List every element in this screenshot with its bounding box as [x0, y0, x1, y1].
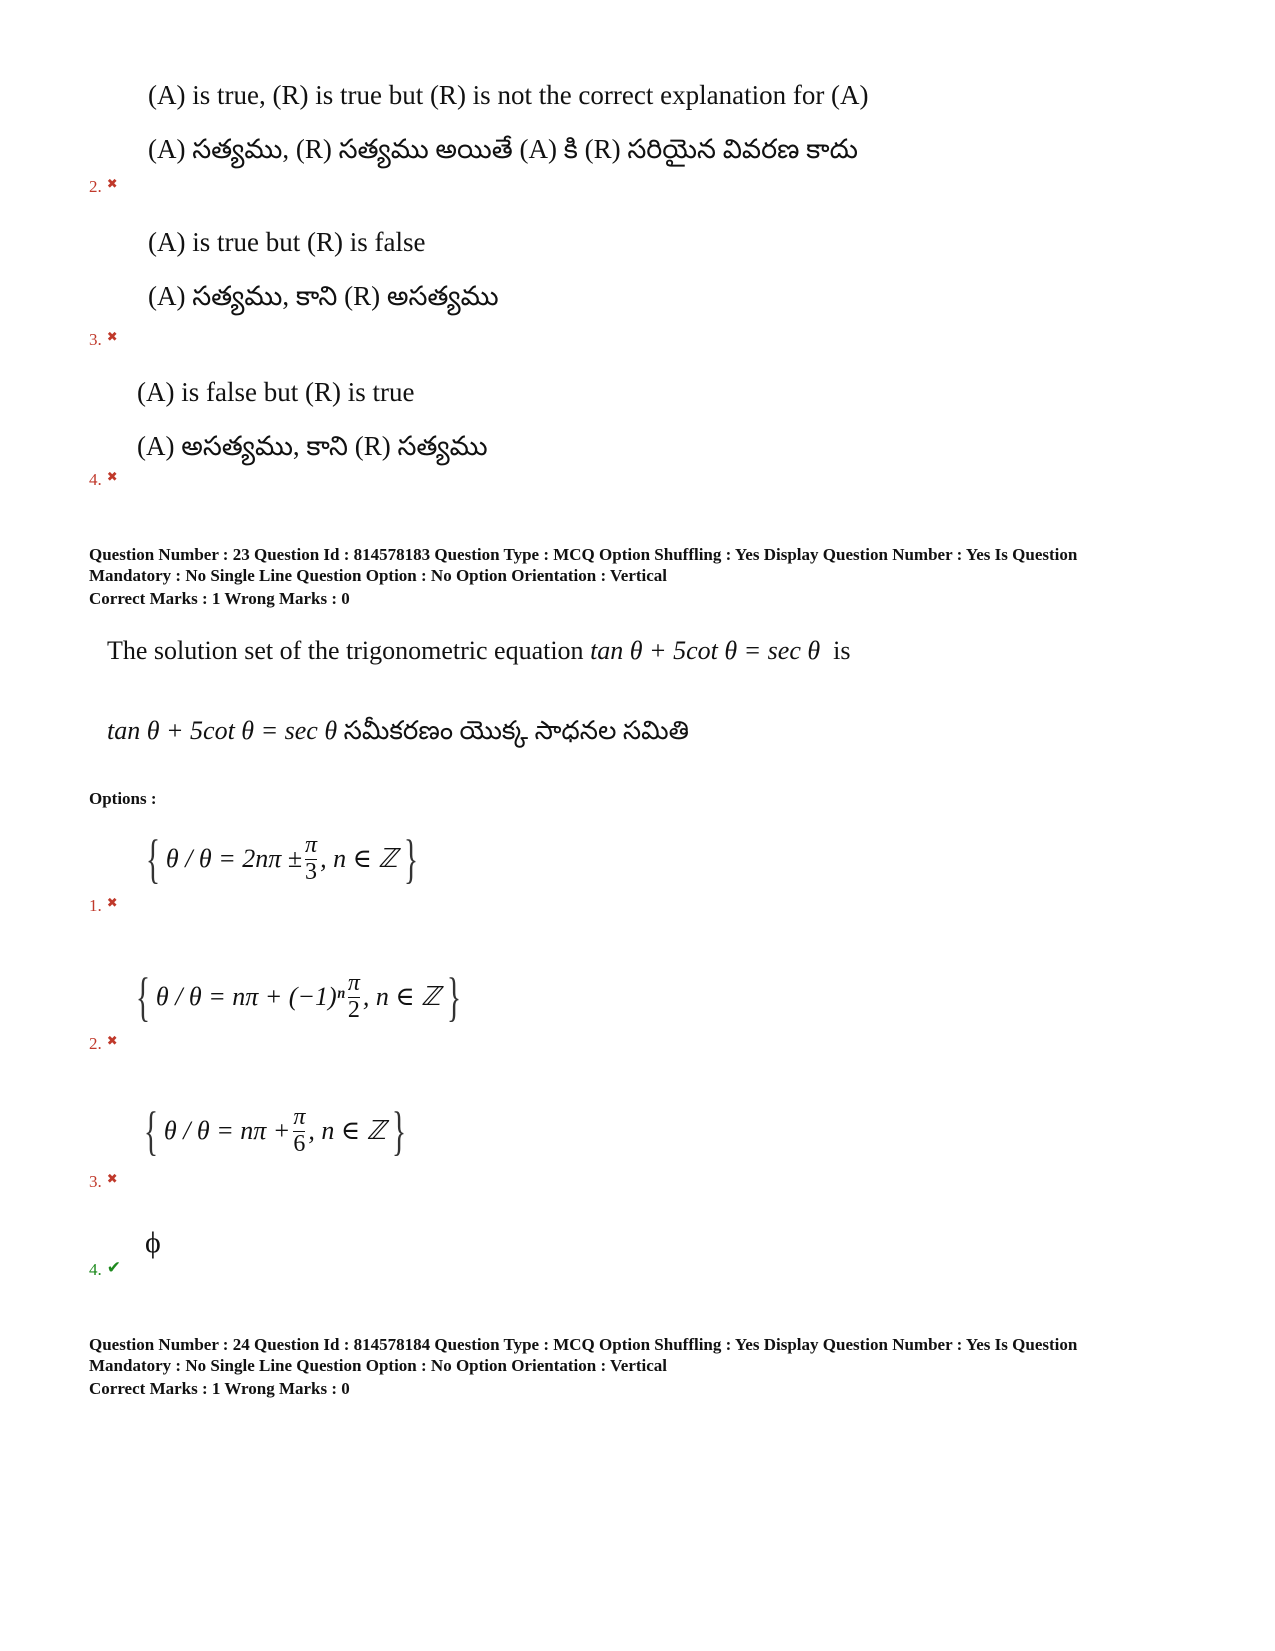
wrong-mark-icon: ✖	[106, 1171, 118, 1186]
option-4-number: 4. ✔	[89, 1258, 121, 1279]
prev-option-1-english: (A) is true, (R) is true but (R) is not the correct explanation for (A)	[148, 80, 869, 110]
equation: tan θ + 5cot θ = sec θ	[590, 636, 821, 665]
question-23-text-telugu: tan θ + 5cot θ = sec θ సమీకరణం యొక్క సాధనల సమితి	[107, 716, 690, 745]
option-1-number: 1. ✖	[89, 895, 118, 915]
prev-option-2-telugu: (A) సత్యము, కాని (R) అసత్యము	[148, 281, 499, 311]
question-23-marks: Correct Marks : 1 Wrong Marks : 0	[89, 589, 350, 608]
option-2-number: 2. ✖	[89, 176, 118, 196]
option-2-number: 2. ✖	[89, 1033, 118, 1053]
question-23-text-english: The solution set of the trigonometric equation tan θ + 5cot θ = sec θ is	[107, 636, 851, 665]
prev-option-3-telugu: (A) అసత్యము, కాని (R) సత్యము	[137, 431, 488, 461]
prev-option-1-telugu: (A) సత్యము, (R) సత్యము అయితే (A) కి (R) సరియైన వివరణ కాదు	[148, 134, 858, 164]
prev-option-2-english: (A) is true but (R) is false	[148, 227, 426, 257]
correct-check-icon: ✔	[106, 1258, 121, 1277]
wrong-mark-icon: ✖	[106, 176, 118, 191]
option-3-number: 3. ✖	[89, 329, 118, 349]
wrong-mark-icon: ✖	[106, 895, 118, 910]
wrong-mark-icon: ✖	[106, 469, 118, 484]
option-4-number: 4. ✖	[89, 469, 118, 489]
option-1-math: { θ / θ = 2nπ ± $\frac{\pi}{3}$ , n ∈ ℤ }	[145, 829, 418, 889]
prev-option-3-english: (A) is false but (R) is true	[137, 377, 415, 407]
question-24-marks: Correct Marks : 1 Wrong Marks : 0	[89, 1379, 350, 1398]
option-3-math: { θ / θ = nπ + $\frac{\pi}{6}$ , n ∈ ℤ }	[143, 1101, 407, 1161]
question-23-meta: Question Number : 23 Question Id : 814578183 Question Type : MCQ Option Shuffling : Yes Display Question Number : Yes Is Question Mandatory : No Single Line Question Option : No Option Orientation : Vertical	[89, 545, 1078, 585]
option-2-math: { θ / θ = nπ + (−1)ⁿ $\frac{\pi}{2}$ , n ∈ ℤ }	[135, 967, 461, 1027]
wrong-mark-icon: ✖	[106, 329, 118, 344]
equation: tan θ + 5cot θ = sec θ	[107, 716, 338, 745]
options-label: Options :	[89, 789, 157, 808]
option-3-number: 3. ✖	[89, 1171, 118, 1191]
wrong-mark-icon: ✖	[106, 1033, 118, 1048]
option-4-empty-set: ϕ	[145, 1226, 161, 1259]
question-24-meta: Question Number : 24 Question Id : 814578184 Question Type : MCQ Option Shuffling : Yes Display Question Number : Yes Is Question Mandatory : No Single Line Question Option : No Option Orientation : Vertical	[89, 1335, 1078, 1375]
